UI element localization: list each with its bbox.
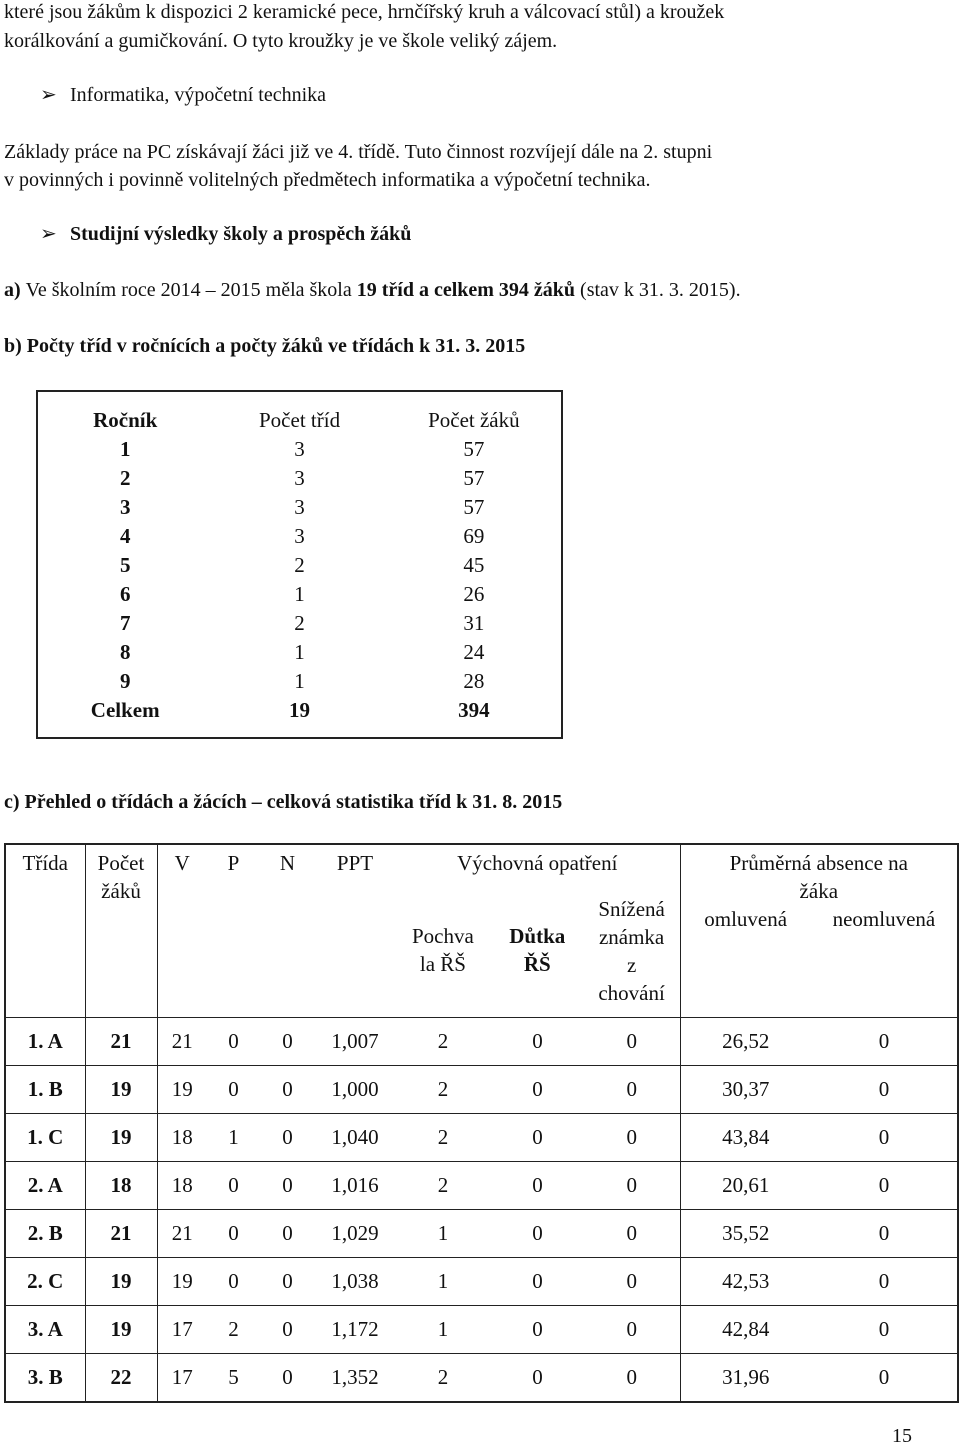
cell: Celkem — [90, 698, 160, 722]
para2-line-1: Základy práce na PC získávají žáci již ve 4. třídě. Tuto činnost rozvíjejí dále na 2. stupni — [4, 141, 713, 163]
cell: 394 — [458, 698, 490, 722]
cell: 2 — [119, 466, 131, 490]
cell: 19 — [289, 698, 311, 722]
cell: 2 — [395, 1354, 491, 1403]
cell: 1 — [294, 640, 305, 664]
table-row — [37, 580, 562, 609]
cell: 19 — [157, 1258, 207, 1306]
cell: 2 — [395, 1162, 491, 1210]
cell: 42,84 — [680, 1306, 811, 1354]
cell: 0 — [811, 1162, 958, 1210]
cell: 1 — [294, 582, 305, 606]
table-row — [5, 1066, 958, 1114]
cell: 1. C — [5, 1114, 85, 1162]
cell: 0 — [584, 1210, 680, 1258]
cell: 0 — [491, 1018, 584, 1066]
table-row — [37, 551, 562, 580]
cell: 0 — [491, 1114, 584, 1162]
cell: 22 — [85, 1354, 157, 1403]
cell: 19 — [85, 1114, 157, 1162]
page-number: 15 — [892, 1425, 912, 1447]
cell: 1,000 — [315, 1066, 395, 1114]
cell: 21 — [157, 1018, 207, 1066]
cell: 3 — [294, 437, 305, 461]
cell: 3 — [294, 466, 305, 490]
table-row — [37, 435, 562, 464]
header-absence: Průměrná absence na žáka omluvená neomluvená — [680, 844, 958, 1018]
header-snizena-znamka: Snížená známka z chování — [598, 897, 665, 1005]
cell: 0 — [207, 1258, 260, 1306]
grades-table-header — [37, 391, 562, 435]
cell: 5 — [119, 553, 131, 577]
cell: 21 — [85, 1018, 157, 1066]
cell: 1,016 — [315, 1162, 395, 1210]
cell: 0 — [584, 1354, 680, 1403]
header-dutka: Důtka ŘŠ — [509, 924, 566, 976]
section-a-text2: (stav k 31. 3. 2015). — [580, 279, 741, 301]
cell: 0 — [491, 1162, 584, 1210]
header-n: N — [279, 851, 296, 875]
cell: 0 — [811, 1354, 958, 1403]
header-vychovna-opatreni: Výchovná opatření Pochva la ŘŠ Důtka ŘŠ Snížená známka z chování — [395, 844, 680, 1018]
header-ppt: PPT — [336, 851, 374, 875]
cell: 18 — [85, 1162, 157, 1210]
cell: 19 — [85, 1066, 157, 1114]
cell: 2 — [395, 1114, 491, 1162]
cell: 0 — [207, 1018, 260, 1066]
cell: 0 — [584, 1162, 680, 1210]
cell: 4 — [119, 524, 131, 548]
header-trida: Třída — [5, 844, 85, 1018]
cell: 3 — [294, 495, 305, 519]
cell: 6 — [119, 582, 131, 606]
cell: 57 — [463, 437, 485, 461]
cell: 0 — [260, 1306, 315, 1354]
cell: 30,37 — [680, 1066, 811, 1114]
cell: 3. B — [5, 1354, 85, 1403]
section-a-text — [4, 278, 741, 302]
cell: 21 — [157, 1210, 207, 1258]
table-row — [37, 464, 562, 493]
header-rocnik: Ročník — [93, 408, 158, 432]
table-row — [37, 493, 562, 522]
cell: 0 — [491, 1210, 584, 1258]
table-total-row — [37, 696, 562, 725]
heading-informatika-text: Informatika, výpočetní technika — [70, 84, 327, 106]
cell: 1. A — [5, 1018, 85, 1066]
cell: 0 — [811, 1114, 958, 1162]
cell: 0 — [584, 1018, 680, 1066]
cell: 2 — [395, 1018, 491, 1066]
table-row — [37, 667, 562, 696]
cell: 43,84 — [680, 1114, 811, 1162]
cell: 1 — [395, 1306, 491, 1354]
heading-studijni-text: Studijní výsledky školy a prospěch žáků — [70, 223, 412, 245]
cell: 0 — [811, 1066, 958, 1114]
para2-line-2: v povinných i povinně volitelných předmětech informatika a výpočetní technika. — [4, 169, 651, 191]
table-header-row — [5, 844, 958, 1018]
cell: 2. B — [5, 1210, 85, 1258]
cell: 1,029 — [315, 1210, 395, 1258]
cell: 1,040 — [315, 1114, 395, 1162]
cell: 0 — [811, 1306, 958, 1354]
class-statistics-table — [4, 843, 959, 1403]
cell: 0 — [207, 1066, 260, 1114]
cell: 0 — [207, 1162, 260, 1210]
intro-line-2: korálkování a gumičkování. O tyto kroužky je ve škole veliký zájem. — [4, 30, 558, 52]
cell: 45 — [463, 553, 485, 577]
section-b-title: b) Počty tříd v ročnících a počty žáků ve třídách k 31. 3. 2015 — [4, 335, 526, 357]
cell: 2. A — [5, 1162, 85, 1210]
cell: 0 — [260, 1210, 315, 1258]
cell: 2 — [294, 611, 305, 635]
cell: 0 — [584, 1258, 680, 1306]
cell: 26 — [463, 582, 485, 606]
cell: 1,007 — [315, 1018, 395, 1066]
cell: 0 — [207, 1210, 260, 1258]
cell: 1 — [395, 1210, 491, 1258]
cell: 3. A — [5, 1306, 85, 1354]
cell: 1. B — [5, 1066, 85, 1114]
arrow-bullet-icon: ➢ — [40, 84, 57, 106]
heading-studijni — [40, 222, 411, 246]
cell: 1,172 — [315, 1306, 395, 1354]
cell: 19 — [85, 1258, 157, 1306]
cell: 57 — [463, 466, 485, 490]
cell: 18 — [157, 1114, 207, 1162]
cell: 20,61 — [680, 1162, 811, 1210]
cell: 0 — [811, 1018, 958, 1066]
cell: 3 — [294, 524, 305, 548]
section-c-title: c) Přehled o třídách a žácích – celková statistika tříd k 31. 8. 2015 — [4, 791, 563, 813]
cell: 31,96 — [680, 1354, 811, 1403]
table-row — [5, 1258, 958, 1306]
heading-informatika — [40, 83, 326, 107]
cell: 19 — [157, 1066, 207, 1114]
section-a-text1: Ve školním roce 2014 – 2015 měla škola — [25, 279, 352, 301]
table-row — [5, 1162, 958, 1210]
cell: 3 — [119, 495, 131, 519]
cell: 2. C — [5, 1258, 85, 1306]
cell: 2 — [207, 1306, 260, 1354]
arrow-bullet-icon: ➢ — [40, 223, 57, 245]
cell: 35,52 — [680, 1210, 811, 1258]
cell: 69 — [463, 524, 485, 548]
cell: 0 — [584, 1114, 680, 1162]
header-v: V — [174, 851, 190, 875]
cell: 5 — [207, 1354, 260, 1403]
table-row — [5, 1114, 958, 1162]
header-p: P — [227, 851, 240, 875]
header-pochvala: Pochva la ŘŠ — [412, 924, 474, 976]
cell: 0 — [491, 1306, 584, 1354]
table-row — [5, 1018, 958, 1066]
intro-line-1: které jsou žákům k dispozici 2 keramické pece, hrnčířský kruh a válcovací stůl) a kroužek — [4, 1, 725, 23]
table-row — [37, 522, 562, 551]
cell: 0 — [811, 1258, 958, 1306]
table-row — [5, 1210, 958, 1258]
table-row — [37, 638, 562, 667]
cell: 17 — [157, 1354, 207, 1403]
cell: 28 — [463, 669, 485, 693]
cell: 1 — [207, 1114, 260, 1162]
cell: 24 — [463, 640, 485, 664]
cell: 57 — [463, 495, 485, 519]
cell: 21 — [85, 1210, 157, 1258]
cell: 0 — [811, 1210, 958, 1258]
header-pocet-zaku: Počet žáků — [85, 844, 157, 1018]
cell: 0 — [260, 1018, 315, 1066]
cell: 42,53 — [680, 1258, 811, 1306]
cell: 18 — [157, 1162, 207, 1210]
cell: 0 — [491, 1066, 584, 1114]
header-neomluvena: neomluvená — [832, 907, 936, 931]
cell: 0 — [260, 1066, 315, 1114]
cell: 0 — [260, 1258, 315, 1306]
cell: 8 — [119, 640, 131, 664]
cell: 19 — [85, 1306, 157, 1354]
cell: 9 — [119, 669, 131, 693]
header-omluvena: omluvená — [704, 907, 788, 931]
cell: 0 — [584, 1306, 680, 1354]
section-a-bold: 19 tříd a celkem 394 žáků — [356, 279, 576, 301]
cell: 31 — [463, 611, 485, 635]
cell: 7 — [119, 611, 131, 635]
cell: 0 — [491, 1258, 584, 1306]
cell: 2 — [294, 553, 305, 577]
table-row — [5, 1354, 958, 1403]
cell: 1 — [119, 437, 131, 461]
cell: 0 — [260, 1162, 315, 1210]
grades-table — [36, 390, 563, 739]
table-row — [37, 609, 562, 638]
cell: 2 — [395, 1066, 491, 1114]
table-row — [5, 1306, 958, 1354]
section-a-prefix: a) — [4, 279, 21, 301]
cell: 0 — [584, 1066, 680, 1114]
cell: 26,52 — [680, 1018, 811, 1066]
cell: 1 — [395, 1258, 491, 1306]
cell: 17 — [157, 1306, 207, 1354]
header-pocet-trid: Počet tříd — [259, 408, 341, 432]
cell: 1,352 — [315, 1354, 395, 1403]
cell: 1 — [294, 669, 305, 693]
cell: 0 — [491, 1354, 584, 1403]
cell: 1,038 — [315, 1258, 395, 1306]
header-pocet-zaku: Počet žáků — [428, 408, 520, 432]
cell: 0 — [260, 1354, 315, 1403]
cell: 0 — [260, 1114, 315, 1162]
